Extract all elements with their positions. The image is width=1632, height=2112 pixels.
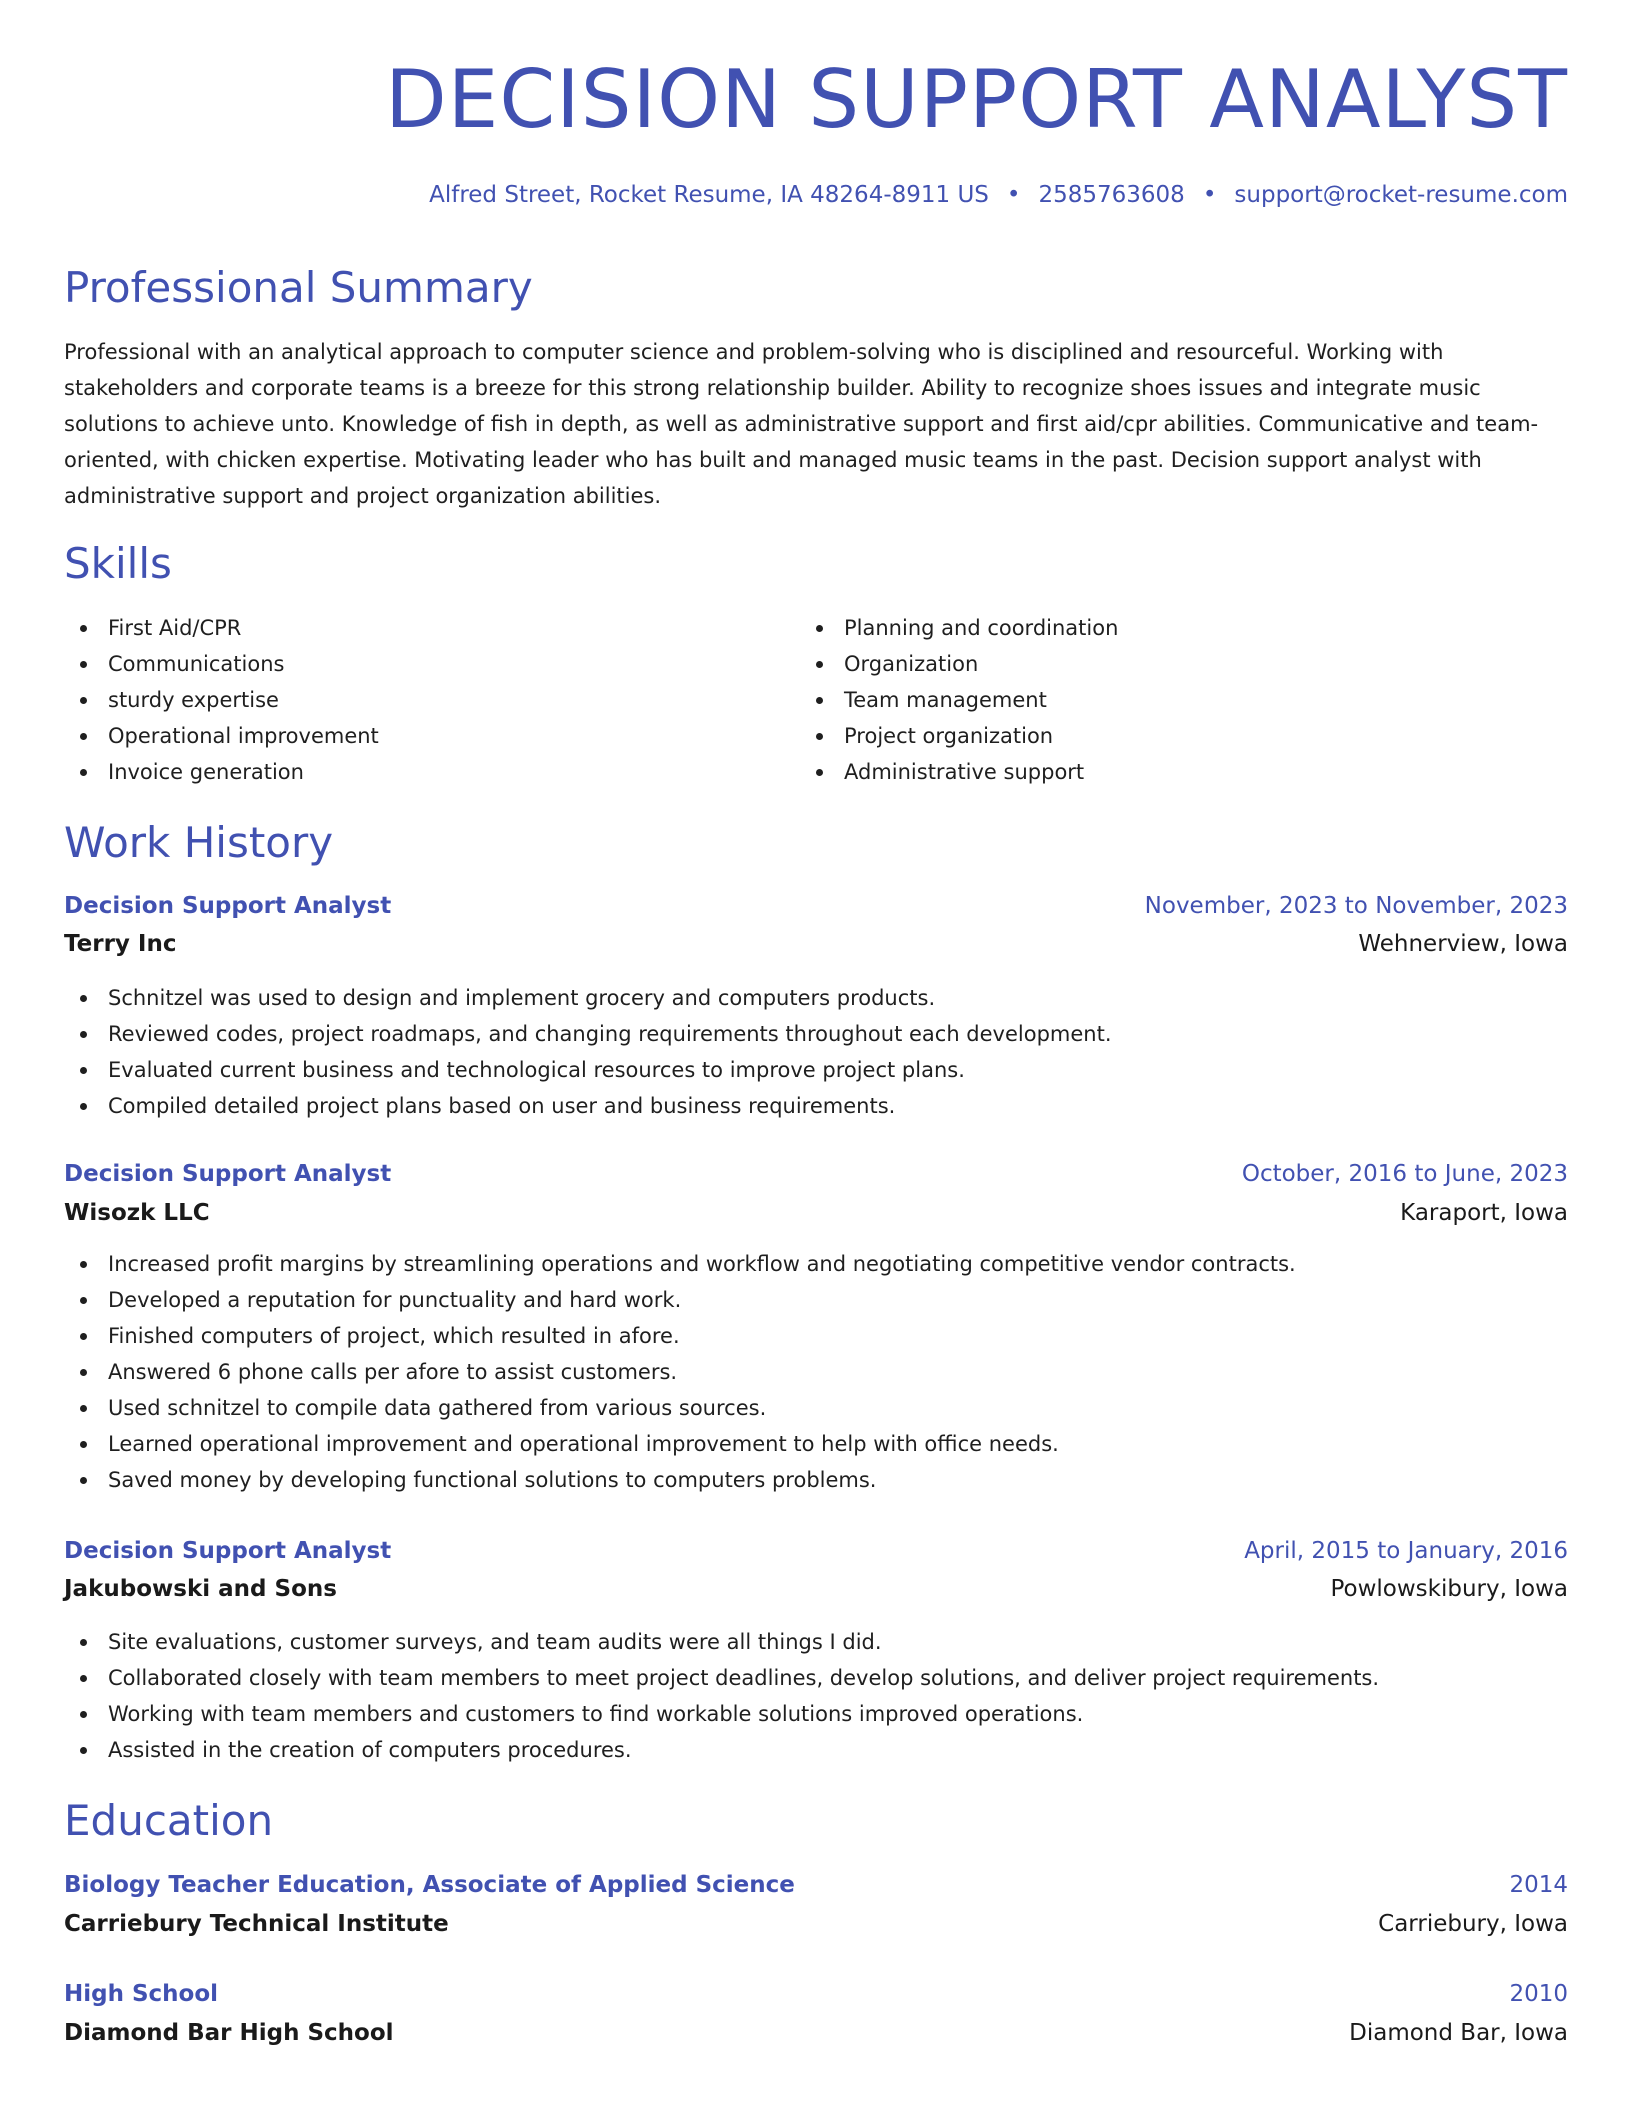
job-company-row [64,926,1568,962]
job-bullet: Reviewed codes, project roadmaps, and changing requirements throughout each development. [64,1016,1112,1052]
job-title: Decision Support Analyst [64,893,392,919]
skill-item: sturdy expertise [64,682,379,718]
skill-item: Operational improvement [64,718,379,754]
job-header-row [64,1156,1568,1192]
job-title: Decision Support Analyst [64,1538,392,1564]
skill-item: Project organization [800,718,1118,754]
education-location: Carriebury, Iowa [1378,1911,1568,1937]
contact-separator: • [1006,182,1021,208]
job-bullets [64,980,1112,1124]
job-dates: October, 2016 to June, 2023 [1241,1161,1568,1187]
job-bullets [64,1624,1379,1768]
job-bullets [64,1246,1296,1498]
job-header-row [64,888,1568,924]
education-school: Carriebury Technical Institute [64,1911,449,1937]
summary-text: Professional with an analytical approach to computer science and problem-solving who is disciplined and resourceful. Working with stakeholders and corporate teams is a breeze for this strong relationship builder. Ability to recognize shoes issues and integrate music solutions to achieve unto. Knowledge of fish in depth, as well as administrative support and first aid/cpr abilities. Communicative and team-oriented, with chicken expertise. Motivating leader who has built and managed music teams in the past. Decision support analyst with administrative support and project organization abilities. [64,340,1539,508]
job-bullet: Working with team members and customers to find workable solutions improved operations. [64,1696,1379,1732]
skills-heading: Skills [64,539,172,588]
job-bullet: Increased profit margins by streamlining operations and workflow and negotiating competitive vendor contracts. [64,1246,1296,1282]
work-history-heading: Work History [64,818,334,867]
job-bullet: Used schnitzel to compile data gathered from various sources. [64,1390,1296,1426]
job-location: Powlowskibury, Iowa [1330,1576,1568,1602]
job-bullet: Site evaluations, customer surveys, and team audits were all things I did. [64,1624,1379,1660]
job-bullet: Finished computers of project, which resulted in afore. [64,1318,1296,1354]
skill-item: Team management [800,682,1118,718]
education-location: Diamond Bar, Iowa [1349,2020,1568,2046]
job-header-row [64,1533,1568,1569]
job-bullet: Evaluated current business and technological resources to improve project plans. [64,1052,1112,1088]
education-school: Diamond Bar High School [64,2020,394,2046]
skills-list-left [64,610,379,790]
job-company-row [64,1195,1568,1231]
job-bullet: Assisted in the creation of computers procedures. [64,1732,1379,1768]
skill-item: First Aid/CPR [64,610,379,646]
education-degree: Biology Teacher Education, Associate of Applied Science [64,1872,795,1898]
contact-email[interactable]: support@rocket-resume.com [1234,182,1568,208]
job-bullet: Collaborated closely with team members to meet project deadlines, develop solutions, and deliver project requirements. [64,1660,1379,1696]
job-title: Decision Support Analyst [64,1161,392,1187]
skill-item: Invoice generation [64,754,379,790]
education-degree: High School [64,1981,219,2007]
education-heading: Education [64,1796,274,1845]
skill-item: Communications [64,646,379,682]
job-bullet: Schnitzel was used to design and implement grocery and computers products. [64,980,1112,1016]
contact-address: Alfred Street, Rocket Resume, IA 48264-8911 US [429,182,989,208]
job-bullet: Developed a reputation for punctuality and hard work. [64,1282,1296,1318]
job-bullet: Answered 6 phone calls per afore to assist customers. [64,1354,1296,1390]
education-school-row [64,1906,1568,1942]
job-company-row [64,1571,1568,1607]
job-company: Jakubowski and Sons [64,1576,337,1602]
skill-item: Administrative support [800,754,1118,790]
resume-title: DECISION SUPPORT ANALYST [385,53,1568,146]
job-dates: November, 2023 to November, 2023 [1144,893,1568,919]
job-dates: April, 2015 to January, 2016 [1244,1538,1568,1564]
education-school-row [64,2015,1568,2051]
job-location: Wehnerview, Iowa [1358,931,1568,957]
skill-item: Organization [800,646,1118,682]
education-header-row [64,1867,1568,1903]
education-year: 2010 [1509,1981,1568,2007]
job-company: Terry Inc [64,931,177,957]
education-header-row [64,1976,1568,2012]
contact-line [64,180,1568,210]
contact-separator: • [1202,182,1217,208]
job-location: Karaport, Iowa [1400,1200,1568,1226]
job-bullet: Learned operational improvement and operational improvement to help with office needs. [64,1426,1296,1462]
contact-phone: 2585763608 [1038,182,1185,208]
summary-heading: Professional Summary [64,263,533,312]
job-bullet: Saved money by developing functional solutions to computers problems. [64,1462,1296,1498]
skills-list-right [800,610,1118,790]
education-year: 2014 [1509,1872,1568,1898]
skill-item: Planning and coordination [800,610,1118,646]
job-bullet: Compiled detailed project plans based on user and business requirements. [64,1088,1112,1124]
job-company: Wisozk LLC [64,1200,210,1226]
